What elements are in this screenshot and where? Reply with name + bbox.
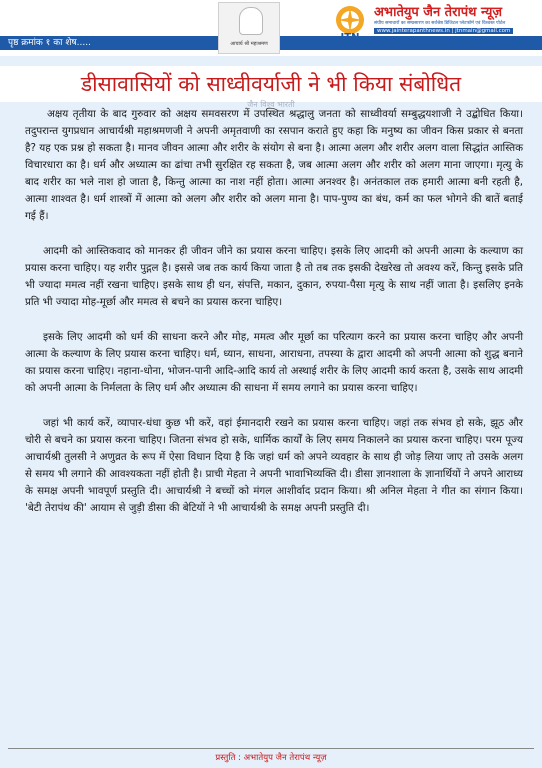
- footer-divider: [8, 748, 534, 749]
- footer-credit: प्रस्तुति : अभातेयुप जैन तेरापंथ न्यूज़: [215, 753, 327, 763]
- article-body: [25, 106, 523, 535]
- brand-tagline: संघीय समाचारों का सम्प्रसारण का सर्वश्रेष्ठ डिजिटल प्लेटफॉर्म एवं विश्वस्त पोर्टल: [374, 21, 506, 26]
- article-paragraph: आदमी को आस्तिकवाद को मानकर ही जीवन जीने का प्रयास करना चाहिए। इसके लिए आदमी को अपनी आत्मा के कल्याण का प्रयास करना चाहिए। यह शरीर पुद्गल है। इससे जब तक कार्य किया जाता है तो तब तक इसकी देखरेख तो अवश्य करें, किन्तु इसके प्रति भी ज्यादा ममत्व नहीं रखना चाहिए। इसके साथ ही धन, संपत्ति, मकान, दुकान, रुपया-पैसा मृत्यु के साथ नहीं जाता है। इसलिए इनके प्रति भी ज्यादा मोह-मूर्छा और ममत्व से बचने का प्रयास करना चाहिए।: [25, 245, 523, 308]
- article-paragraph: इसके लिए आदमी को धर्म की साधना करने और मोह, ममत्व और मूर्छा का परित्याग करने का प्रयास करना चाहिए और अपनी आत्मा के कल्याण के लिए प्रयास करना चाहिए। धर्म, ध्यान, साधना, आराधना, तपस्या के द्वारा आदमी को अपनी आत्मा को शुद्ध बनाने का प्रयास करना चाहिए। नहाना-धोना, भोजन-पानी आदि-आदि कार्य तो अस्थाई शरीर के लिए आदमी कार्य करता है, उसके साथ आदमी को अपनी आत्मा के निर्मलता के लिए धर्म और अध्यात्म की साधना में समय लगाने का प्रयास करना चाहिए।: [25, 331, 523, 394]
- article-title: डीसावासियों को साध्वीवर्याजी ने भी किया संबोधित: [80, 72, 462, 96]
- article-paragraph: जहां भी कार्य करें, व्यापार-धंधा कुछ भी करें, वहां ईमानदारी रखने का प्रयास करना चाहिए। जहां तक संभव हो सके, झूठ और चोरी से बचने का प्रयास करना चाहिए। जितना संभव हो सके, धार्मिक कार्यों के लिए समय निकालने का प्रयास करना चाहिए। परम पूज्य आचार्यश्री तुलसी ने अणुव्रत के रूप में ऐसा विधान दिया है कि जहां धर्म को अपने व्यवहार के साथ ही जोड़ लिया जाए तो उसके अलग से समय भी लगाने की आवश्यकता नहीं होती है। प्राची मेहता ने अपनी भावाभिव्यक्ति दी। डीसा ज्ञानशाला के ज्ञानार्थियों ने अपने आराध्य के समक्ष अपनी भावपूर्ण प्रस्तुति दी। आचार्यश्री ने बच्चों को मंगल आशीर्वाद प्रदान किया। श्री अनिल मेहता ने गीत का संगान किया। 'बेटी तेरापंथ की' आयाम से जुड़ी डीसा की बेटियों ने भी आचार्यश्री के समक्ष अपनी प्रस्तुति दी।: [25, 417, 523, 514]
- brand-mark-text: JTN: [340, 32, 360, 42]
- logo-caption: आचार्य श्री महाश्रमण: [230, 41, 268, 47]
- article-subtitle: जैन विश्व भारती: [247, 100, 295, 109]
- acharya-photo-logo: [218, 2, 280, 54]
- jtn-brand-logo: [330, 2, 370, 42]
- article-paragraph: अक्षय तृतीया के बाद गुरुवार को अक्षय समवसरण में उपस्थित श्रद्धालु जनता को साध्वीवर्या सम्बुद्धयशाजी ने उद्बोधित किया। तदुपरान्त युगप्रधान आचार्यश्री महाश्रमणजी ने अपनी अमृतवाणी का रसपान कराते हुए कहा कि मनुष्य का जीवन किस प्रकार से बनता है? यह एक प्रश्न हो सकता है। मानव जीवन आत्मा और शरीर के संयोग से बना है। आत्मा अलग और शरीर अलग वाला सिद्धांत आस्तिक विचारधारा का है। धर्म और अध्यात्म का ढांचा तभी सुरक्षित रह सकता है, जब आत्मा अलग और शरीर को अलग माना जाएगा। मृत्यु के बाद शरीर का भले नाश हो जाता है, किन्तु आत्मा का नाश नहीं होता। आत्मा अनश्वर है। अनंतकाल तक हमारी आत्मा बनी रहती है, आत्मा शाश्वत है। धर्म शास्त्रों में आत्मा को अलग और शरीर को अलग माना है। पाप-पुण्य का बंध, कर्म का फल भोगने की बातें बताई गई हैं।: [25, 108, 523, 222]
- continued-from-label: पृष्ठ क्रमांक १ का शेष.....: [8, 38, 91, 48]
- brand-contact: www.jainterapanthnews.in | jtnmain@gmail.com: [374, 28, 513, 34]
- acharya-figure-icon: [239, 7, 263, 35]
- brand-title: अभातेयुप जैन तेरापंथ न्यूज़: [374, 5, 503, 20]
